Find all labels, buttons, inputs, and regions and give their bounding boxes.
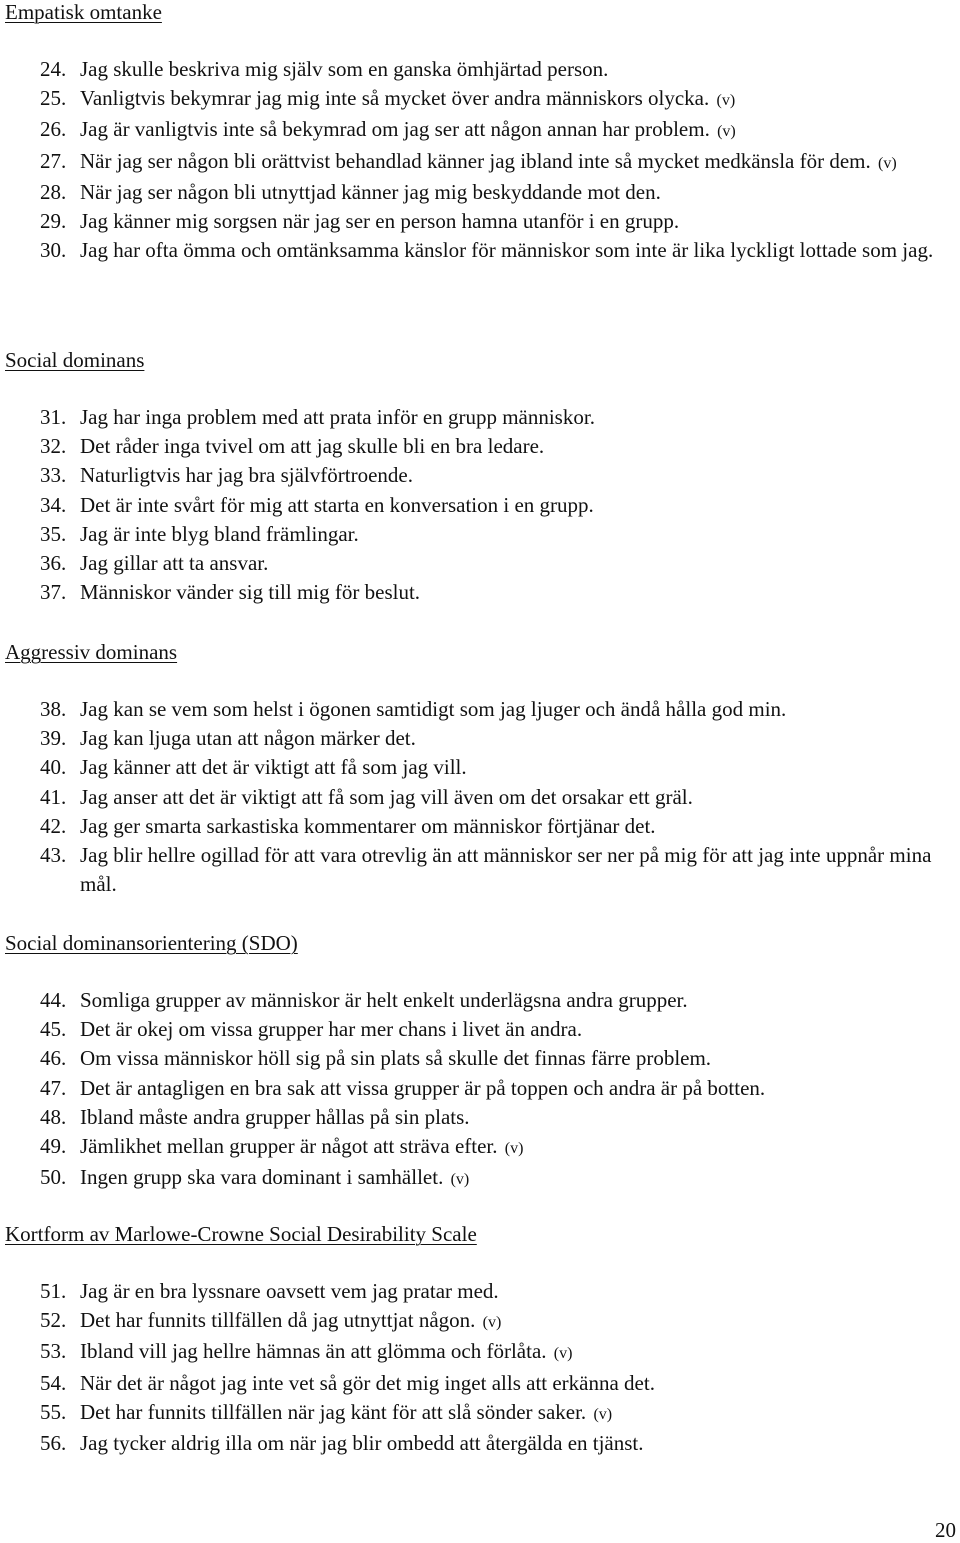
list-item	[40, 491, 960, 520]
item-text: Jag kan se vem som helst i ögonen samtidigt som jag ljuger och ändå hålla god min.	[80, 697, 787, 721]
list-item	[40, 1369, 960, 1398]
item-text: Jag blir hellre ogillad för att vara otrevlig än att människor ser ner på mig för att jag inte uppnår mina mål.	[80, 843, 932, 897]
list-item	[40, 1074, 960, 1103]
list-item	[40, 520, 960, 549]
list-item	[40, 695, 960, 724]
list-item	[40, 724, 960, 753]
item-number: 31.	[40, 405, 67, 429]
item-text: Jag har ofta ömma och omtänksamma känslor för människor som inte är lika lyckligt lottade som jag.	[80, 238, 934, 263]
list-item	[40, 1163, 960, 1194]
list-item	[40, 1103, 960, 1132]
list-item	[40, 578, 960, 607]
item-number: 28.	[40, 179, 67, 204]
list-item	[40, 1429, 960, 1458]
section-heading-empatisk-omtanke: Empatisk omtanke	[5, 0, 162, 24]
list-item	[40, 84, 960, 115]
item-text: Det har funnits tillfällen då jag utnyttjat någon. (v)	[80, 1308, 502, 1333]
page-number: 20	[935, 1518, 956, 1542]
list-item	[40, 207, 960, 236]
list-item	[40, 1306, 960, 1337]
item-text: Jag känner mig sorgsen när jag ser en person hamna utanför i en grupp.	[80, 209, 680, 234]
section-heading-marlowe-crowne: Kortform av Marlowe-Crowne Social Desirability Scale	[5, 1222, 477, 1246]
item-number: 49.	[40, 1134, 67, 1159]
item-number: 26.	[40, 117, 67, 142]
item-text: Människor vänder sig till mig för beslut.	[80, 580, 421, 605]
item-text: Det råder inga tvivel om att jag skulle bli en bra ledare.	[80, 434, 545, 459]
list-item	[40, 812, 960, 841]
item-number: 47.	[40, 1075, 67, 1100]
list-item	[40, 1132, 960, 1163]
item-number: 43.	[40, 843, 67, 868]
item-text: Jag gillar att ta ansvar.	[80, 551, 269, 576]
item-number: 41.	[40, 784, 67, 809]
item-list-empatisk-omtanke	[40, 55, 960, 265]
item-number: 30.	[40, 238, 67, 263]
item-text: Ibland vill jag hellre hämnas än att glömma och förlåta. (v)	[80, 1339, 573, 1364]
item-number: 34.	[40, 492, 67, 517]
list-item	[40, 549, 960, 578]
reversed-marker: (v)	[553, 1345, 573, 1363]
item-number: 37.	[40, 580, 67, 605]
list-item	[40, 432, 960, 461]
list-item	[40, 986, 960, 1015]
item-number: 51.	[40, 1279, 67, 1303]
item-text: Jämlikhet mellan grupper är något att sträva efter. (v)	[80, 1134, 524, 1159]
reversed-marker: (v)	[717, 123, 736, 141]
item-number: 50.	[40, 1165, 67, 1190]
list-item	[40, 178, 960, 207]
item-number: 32.	[40, 434, 67, 459]
item-number: 42.	[40, 813, 67, 838]
item-text: Det är inte svårt för mig att starta en konversation i en grupp.	[80, 492, 594, 517]
item-text: Ingen grupp ska vara dominant i samhället. (v)	[80, 1165, 470, 1190]
item-text: Jag har inga problem med att prata inför en grupp människor.	[80, 405, 595, 429]
item-text: Somliga grupper av människor är helt enkelt underlägsna andra grupper.	[80, 988, 688, 1012]
item-text: När jag ser någon bli utnyttjad känner jag mig beskyddande mot den.	[80, 179, 661, 204]
list-item	[40, 753, 960, 782]
item-number: 55.	[40, 1399, 67, 1424]
item-number: 29.	[40, 209, 67, 234]
item-text: Vanligtvis bekymrar jag mig inte så mycket över andra människors olycka. (v)	[80, 86, 736, 111]
item-number: 27.	[40, 148, 67, 173]
item-number: 54.	[40, 1370, 67, 1395]
item-number: 33.	[40, 463, 67, 488]
reversed-marker: (v)	[450, 1171, 470, 1189]
item-text: Jag är vanligtvis inte så bekymrad om jag ser att någon annan har problem. (v)	[80, 117, 736, 142]
item-number: 56.	[40, 1431, 67, 1456]
reversed-marker: (v)	[482, 1314, 502, 1332]
reversed-marker: (v)	[504, 1140, 524, 1158]
item-list-social-dominans	[40, 403, 960, 607]
item-number: 52.	[40, 1308, 67, 1333]
item-text: Jag känner att det är viktigt att få som jag vill.	[80, 755, 467, 780]
item-text: Jag skulle beskriva mig själv som en ganska ömhjärtad person.	[80, 57, 609, 81]
item-number: 38.	[40, 697, 67, 721]
item-text: Det är okej om vissa grupper har mer chans i livet än andra.	[80, 1017, 583, 1042]
item-number: 45.	[40, 1017, 67, 1042]
reversed-marker: (v)	[593, 1405, 613, 1423]
item-number: 53.	[40, 1339, 67, 1364]
item-text: Jag kan ljuga utan att någon märker det.	[80, 726, 416, 751]
item-text: Naturligtvis har jag bra självförtroende.	[80, 463, 413, 488]
section-heading-sdo: Social dominansorientering (SDO)	[5, 931, 298, 955]
item-number: 36.	[40, 551, 67, 576]
section-heading-aggressiv-dominans: Aggressiv dominans	[5, 640, 178, 664]
item-text: Jag tycker aldrig illa om när jag blir ombedd att återgälda en tjänst.	[80, 1431, 644, 1456]
item-list-sdo	[40, 986, 960, 1194]
item-number: 48.	[40, 1104, 67, 1129]
item-text: Jag är en bra lyssnare oavsett vem jag pratar med.	[80, 1279, 499, 1303]
list-item	[40, 236, 960, 265]
list-item	[40, 1277, 960, 1306]
item-number: 46.	[40, 1046, 67, 1071]
item-number: 44.	[40, 988, 67, 1012]
list-item	[40, 1015, 960, 1044]
item-text: Det är antagligen en bra sak att vissa grupper är på toppen och andra är på botten.	[80, 1075, 766, 1100]
list-item	[40, 1398, 960, 1429]
item-number: 24.	[40, 57, 67, 81]
list-item	[40, 147, 960, 178]
list-item	[40, 1337, 960, 1368]
list-item	[40, 841, 960, 899]
item-list-marlowe-crowne	[40, 1277, 960, 1458]
list-item	[40, 461, 960, 490]
list-item	[40, 403, 960, 432]
item-number: 35.	[40, 521, 67, 546]
reversed-marker: (v)	[716, 92, 736, 110]
item-text: När jag ser någon bli orättvist behandlad känner jag ibland inte så mycket medkänsla för dem. (v)	[80, 148, 897, 173]
item-text: Ibland måste andra grupper hållas på sin plats.	[80, 1104, 470, 1129]
section-heading-social-dominans: Social dominans	[5, 348, 145, 372]
item-text: Det har funnits tillfällen när jag känt för att slå sönder saker. (v)	[80, 1399, 613, 1424]
list-item	[40, 55, 960, 84]
reversed-marker: (v)	[878, 154, 897, 172]
item-text: Om vissa människor höll sig på sin plats så skulle det finnas färre problem.	[80, 1046, 712, 1071]
item-number: 25.	[40, 86, 67, 111]
list-item	[40, 115, 960, 146]
item-number: 40.	[40, 755, 67, 780]
item-text: Jag är inte blyg bland främlingar.	[80, 521, 359, 546]
list-item	[40, 783, 960, 812]
item-number: 39.	[40, 726, 67, 751]
item-text: När det är något jag inte vet så gör det mig inget alls att erkänna det.	[80, 1370, 655, 1395]
list-item	[40, 1044, 960, 1073]
item-text: Jag anser att det är viktigt att få som jag vill även om det orsakar ett gräl.	[80, 784, 693, 809]
item-list-aggressiv-dominans	[40, 695, 960, 899]
item-text: Jag ger smarta sarkastiska kommentarer om människor förtjänar det.	[80, 813, 656, 838]
